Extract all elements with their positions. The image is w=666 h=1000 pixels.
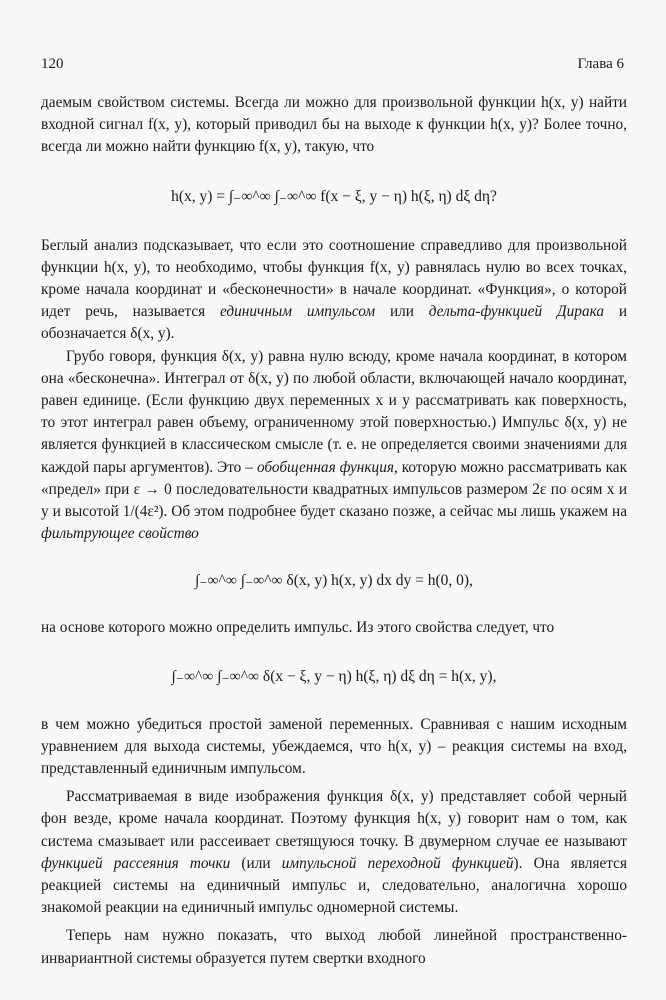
formula-2: ∫₋∞^∞ ∫₋∞^∞ δ(x, y) h(x, y) dx dy = h(0, 0),: [195, 572, 473, 590]
paragraph-2-text-a: Беглый анализ подсказывает, что если это соотношение справедливо для произвольной функции h(x, y), то необходимо, чтобы функция f(x, y) равнялась нулю во всех точках, кроме начала координат и «бесконечности» в начале координат. «Функция», о которой идет речь, называется: [41, 236, 627, 321]
chapter-title: Глава 6: [577, 56, 624, 72]
paragraph-6-text-b: (или: [230, 854, 282, 872]
formula-1: h(x, y) = ∫₋∞^∞ ∫₋∞^∞ f(x − ξ, y − η) h(ξ, η) dξ dη?: [171, 187, 497, 205]
term-sifting-property: фильтрующее свойство: [41, 525, 199, 543]
paragraph-2-text-c: и обозначается δ(x, y).: [41, 303, 628, 343]
paragraph-6-text-a: Рассматриваемая в виде изображения функция δ(x, y) представляет собой черный фон везде, кроме начала координат. Поэтому функция h(x, y) говорит нам о том, как система смазывает или рассеивает светящуюся точку. В двумерном случае ее называют: [41, 788, 627, 850]
paragraph-2: [41, 235, 627, 346]
page-body: [41, 92, 627, 970]
paragraph-3: [41, 346, 627, 546]
paragraph-3-text-b: , которую можно рассматривать как «предел» при ε → 0 последовательности квадратных импульсов размером 2ε по осям x и y и высотой 1/(4ε²). Об этом подробнее будет сказано позже, а сейчас мы лишь укажем на: [41, 458, 628, 521]
term-generalized-function: обобщенная функция: [256, 458, 394, 476]
formula-3: ∫₋∞^∞ ∫₋∞^∞ δ(x − ξ, y − η) h(ξ, η) dξ dη = h(x, y),: [171, 667, 497, 685]
paragraph-5: в чем можно убедиться простой заменой переменных. Сравнивая с нашим исходным уравнением для выхода системы, убеждаемся, что h(x, y) – реакция системы на вход, представленный единичным импульсом.: [41, 715, 627, 778]
paragraph-2-text-b: или: [375, 303, 429, 321]
paragraph-3-text-a: Грубо говоря, функция δ(x, y) равна нулю всюду, кроме начала координат, в котором она «бесконечна». Интеграл от δ(x, y) по любой области, включающей начало координат, равен единице. (Если функцию двух переменных x и y рассматривать как поверхность, то этот интеграл равен объему, ограниченному этой поверхностью.) Импульс δ(x, y) не является функцией в классическом смысле (т. е. не определяется своими значениями для каждой пары аргументов). Это –: [41, 347, 627, 476]
paragraph-6-text-c: ). Она является реакцией системы на единичный импульс и, следовательно, аналогична хорошо знакомой реакции на единичный импульс одномерной системы.: [41, 854, 628, 917]
paragraph-7: Теперь нам нужно показать, что выход любой линейной пространственно-инвариантной системы образуется путем свертки входного: [41, 927, 627, 967]
paragraph-1: даемым свойством системы. Всегда ли можно для произвольной функции h(x, y) найти входной сигнал f(x, y), который приводил бы на выходе к функции h(x, y)? Более точно, всегда ли можно найти функцию f(x, y), такую, что: [41, 94, 627, 156]
page-header: [41, 56, 624, 73]
term-dirac-delta: дельта-функцией Дирака: [428, 303, 605, 321]
term-unit-impulse: единичным импульсом: [219, 303, 376, 321]
paragraph-4: на основе которого можно определить импульс. Из этого свойства следует, что: [41, 619, 555, 637]
term-point-spread-function: функцией рассеяния точки: [41, 854, 231, 872]
paragraph-6: [41, 786, 627, 919]
page-number: 120: [41, 56, 64, 72]
term-impulse-response: импульсной переходной функцией: [281, 854, 514, 872]
